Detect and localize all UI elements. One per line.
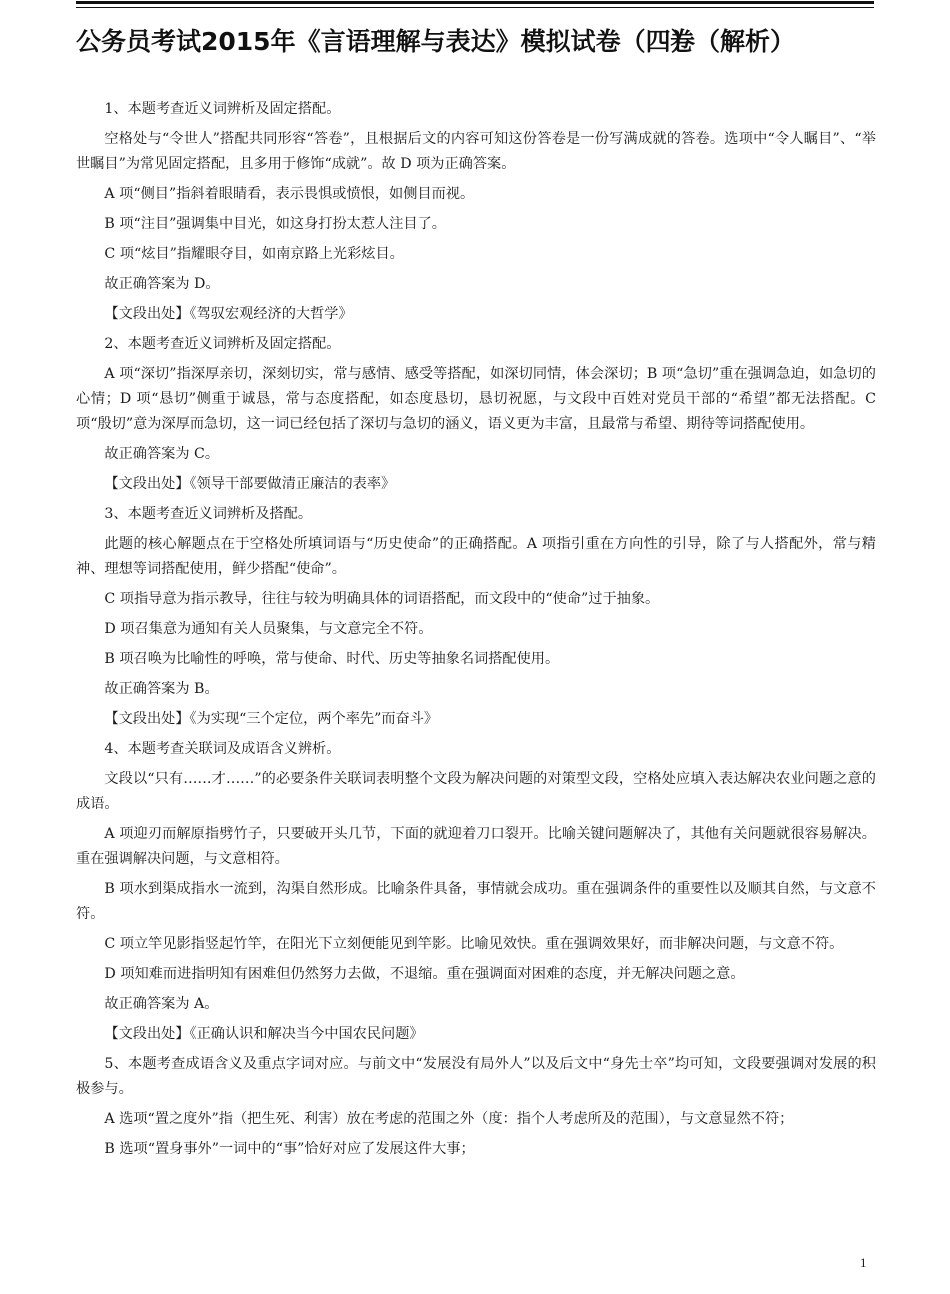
paragraph: 空格处与“令世人”搭配共同形容“答卷”，且根据后文的内容可知这份答卷是一份写满成就的答卷。选项中“令人瞩目”、“举世瞩目”为常见固定搭配，且多用于修饰“成就”。故 D 项为正确答案。 — [76, 131, 876, 172]
paragraph: C 项“炫目”指耀眼夺目，如南京路上光彩炫目。 — [104, 246, 404, 262]
paragraph: C 项立竿见影指竖起竹竿，在阳光下立刻便能见到竿影。比喻见效快。重在强调效果好，而非解决问题，与文意不符。 — [104, 936, 844, 952]
paragraph: 3、本题考查近义词辨析及搭配。 — [104, 506, 313, 522]
header-rule-thick — [76, 1, 874, 4]
paragraph: B 项召唤为比喻性的呼唤，常与使命、时代、历史等抽象名词搭配使用。 — [104, 651, 560, 667]
page-title — [76, 22, 876, 62]
paragraph: 1、本题考查近义词辨析及固定搭配。 — [104, 101, 341, 117]
paragraph: B 项水到渠成指水一流到，沟渠自然形成。比喻条件具备，事情就会成功。重在强调条件的重要性以及顺其自然，与文意不符。 — [76, 881, 876, 922]
paragraph: 故正确答案为 D。 — [104, 276, 220, 292]
paragraph: 此题的核心解题点在于空格处所填词语与“历史使命”的正确搭配。A 项指引重在方向性的引导，除了与人搭配外，常与精神、理想等词搭配使用，鲜少搭配“使命”。 — [76, 536, 876, 577]
source-citation: 【文段出处】《领导干部要做清正廉洁的表率》 — [104, 476, 396, 492]
paragraph: A 选项“置之度外”指（把生死、利害）放在考虑的范围之外（度：指个人考虑所及的范围），与文意显然不符； — [104, 1111, 794, 1127]
paragraph: 2、本题考查近义词辨析及固定搭配。 — [104, 336, 341, 352]
paragraph: 4、本题考查关联词及成语含义辨析。 — [104, 741, 341, 757]
page-title-left: 公务员考试2015年《言语理解与表达》模拟试卷（四） — [76, 27, 696, 56]
document-body — [76, 97, 876, 1167]
paragraph: D 项知难而进指明知有困难但仍然努力去做，不退缩。重在强调面对困难的态度，并无解决问题之意。 — [104, 966, 745, 982]
paragraph: 故正确答案为 B。 — [104, 681, 219, 697]
paragraph: A 项迎刃而解原指劈竹子，只要破开头几节，下面的就迎着刀口裂开。比喻关键问题解决了，其他有关问题就很容易解决。重在强调解决问题，与文意相符。 — [76, 826, 876, 867]
paragraph: B 项“注目”强调集中目光，如这身打扮太惹人注目了。 — [104, 216, 446, 232]
paragraph: B 选项“置身事外”一词中的“事”恰好对应了发展这件大事； — [104, 1141, 475, 1157]
page-title-right: 卷（解析） — [670, 27, 796, 56]
source-citation: 【文段出处】《为实现“三个定位，两个率先”而奋斗》 — [104, 711, 439, 727]
header-rule-thin — [76, 7, 874, 8]
paragraph: A 项“深切”指深厚亲切，深刻切实，常与感情、感受等搭配，如深切同情，体会深切；B 项“急切”重在强调急迫，如急切的心情；D 项“恳切”侧重于诚恳，常与态度搭配，如态度恳切，恳切祝愿，与文段中百姓对党员干部的“希望”都无法搭配。C 项“殷切”意为深厚而急切，这一词已经包括了深切与急切的涵义，语义更为丰富，且最常与希望、期待等词搭配使用。 — [76, 366, 876, 432]
paragraph: D 项召集意为通知有关人员聚集，与文意完全不符。 — [104, 621, 433, 637]
source-citation: 【文段出处】《驾驭宏观经济的大哲学》 — [104, 306, 353, 322]
paragraph: C 项指导意为指示教导，往往与较为明确具体的词语搭配，而文段中的“使命”过于抽象。 — [104, 591, 660, 607]
paragraph: 故正确答案为 C。 — [104, 446, 220, 462]
page-number: 1 — [860, 1255, 867, 1270]
paragraph: A 项“侧目”指斜着眼睛看，表示畏惧或愤恨，如侧目而视。 — [104, 186, 475, 202]
source-citation: 【文段出处】《正确认识和解决当今中国农民问题》 — [104, 1026, 424, 1042]
paragraph: 文段以“只有……才……”的必要条件关联词表明整个文段为解决问题的对策型文段，空格处应填入表达解决农业问题之意的成语。 — [76, 771, 876, 812]
paragraph: 5、本题考查成语含义及重点字词对应。与前文中“发展没有局外人”以及后文中“身先士卒”均可知，文段要强调对发展的积极参与。 — [76, 1056, 876, 1097]
paragraph: 故正确答案为 A。 — [104, 996, 219, 1012]
